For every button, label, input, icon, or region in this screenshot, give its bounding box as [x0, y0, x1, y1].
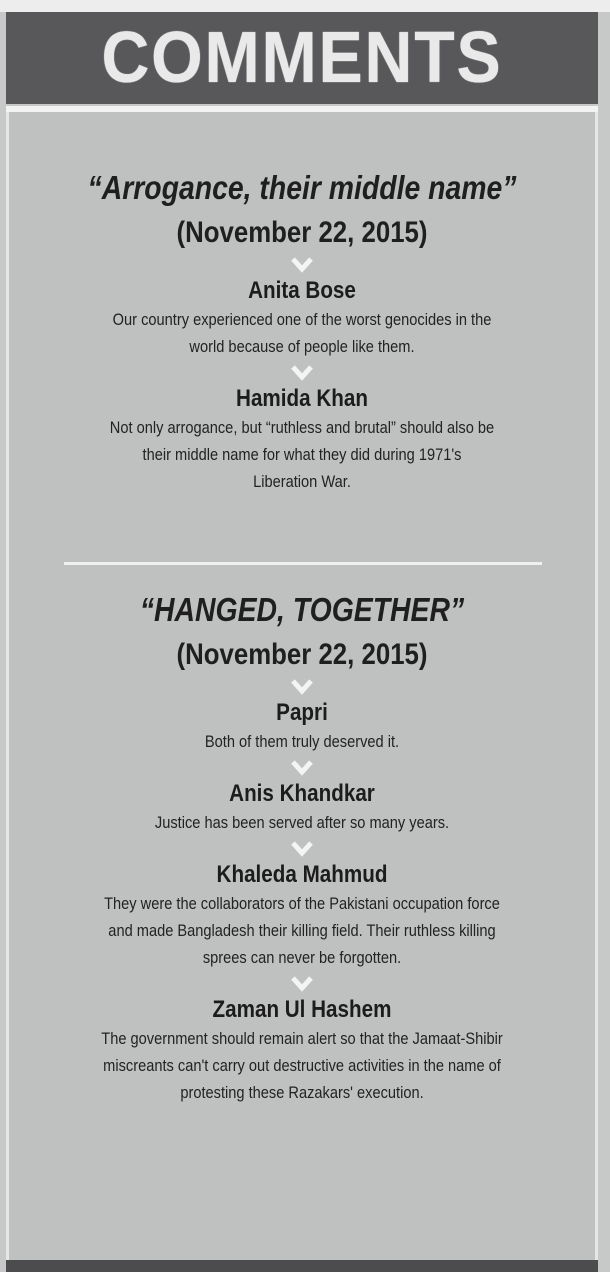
comment-line: miscreants can't carry out destructive activities in the name of [103, 1056, 501, 1075]
comment-section-2 [6, 590, 598, 1106]
section-date: (November 22, 2015) [176, 638, 428, 671]
comment-line: protesting these Razakars' execution. [180, 1083, 424, 1102]
header-band [6, 12, 598, 104]
chevron-down-icon [290, 364, 314, 382]
page-title: COMMENTS [101, 18, 503, 98]
comment-line: Not only arrogance, but “ruthless and brutal” should also be [109, 418, 495, 437]
comment-line: Liberation War. [253, 472, 351, 491]
section-headline: “Arrogance, their middle name” [87, 169, 517, 206]
comment-line: sprees can never be forgotten. [202, 948, 402, 967]
comment-section-1 [6, 168, 598, 495]
top-strip [0, 0, 610, 12]
section-date: (November 22, 2015) [176, 216, 428, 249]
chevron-down-icon [290, 678, 314, 696]
commenter-name: Khaleda Mahmud [216, 861, 388, 888]
comment-line: world because of people like them. [189, 337, 415, 356]
chevron-down-icon [290, 840, 314, 858]
commenter-name: Anis Khandkar [229, 780, 375, 807]
comment-line: their middle name for what they did during 1971's [142, 445, 462, 464]
commenter-name: Papri [276, 699, 328, 726]
chevron-down-icon [290, 975, 314, 993]
chevron-down-icon [290, 759, 314, 777]
comment-line: They were the collaborators of the Pakistani occupation force [104, 894, 500, 913]
comment-line: Both of them truly deserved it. [204, 732, 400, 751]
comment-line: and made Bangladesh their killing field. Their ruthless killing [108, 921, 496, 940]
bottom-band [6, 1260, 598, 1272]
comment-line: Justice has been served after so many years. [154, 813, 450, 832]
commenter-name: Zaman Ul Hashem [212, 996, 392, 1023]
comment-line: Our country experienced one of the worst genocides in the [112, 310, 492, 329]
commenter-name: Hamida Khan [236, 385, 368, 412]
section-divider [64, 562, 542, 565]
chevron-down-icon [290, 256, 314, 274]
comment-line: The government should remain alert so that the Jamaat-Shibir [101, 1029, 503, 1048]
commenter-name: Anita Bose [248, 277, 356, 304]
section-headline: “HANGED, TOGETHER” [139, 591, 465, 628]
